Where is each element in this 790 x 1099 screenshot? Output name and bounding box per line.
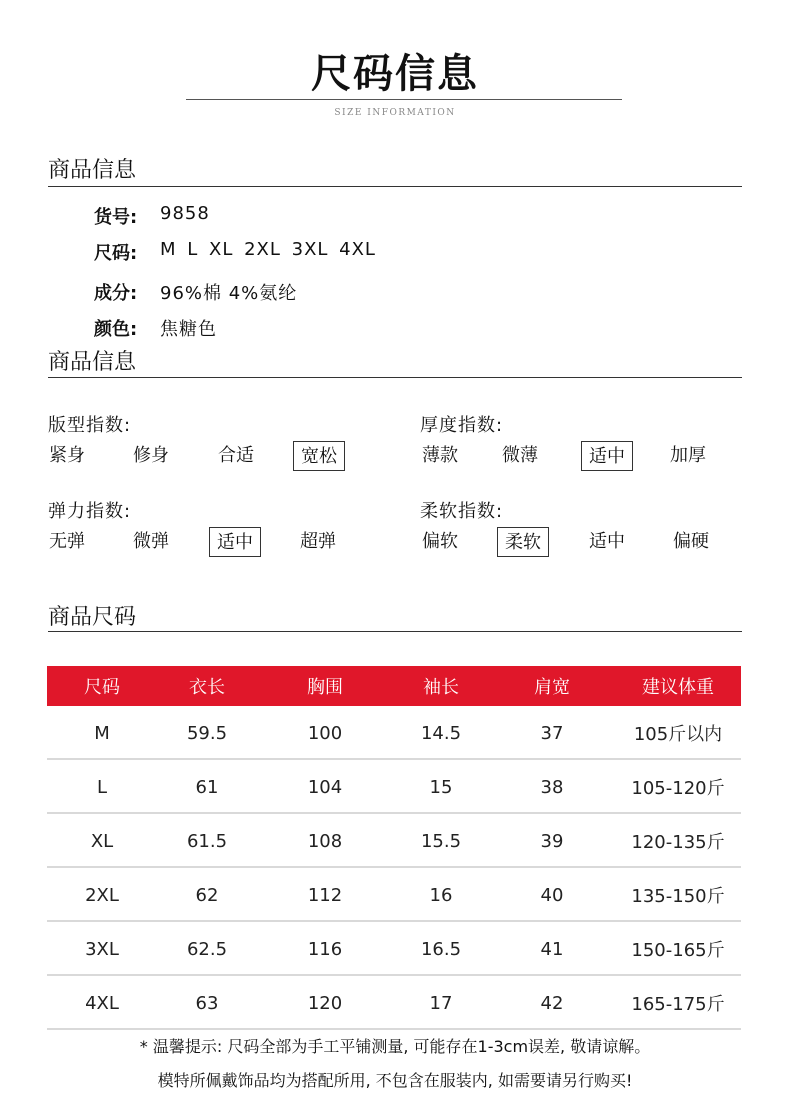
size-table xyxy=(47,666,741,1030)
table-row xyxy=(47,978,741,1030)
composition-value: 96%棉 4%氨纶 xyxy=(160,283,298,304)
table-cell: 61.5 xyxy=(186,830,228,852)
page-title: 尺码信息 xyxy=(311,51,479,97)
table-row xyxy=(47,870,741,922)
table-cell: 62.5 xyxy=(186,938,228,960)
table-cell: 62 xyxy=(195,884,219,906)
table-cell: 2XL xyxy=(85,884,119,906)
color-value: 焦糖色 xyxy=(160,319,217,340)
table-cell: 105-120斤 xyxy=(631,778,725,799)
elasticity-index-label: 弹力指数: xyxy=(48,501,132,522)
table-cell: 4XL xyxy=(85,992,119,1014)
fit-option: 紧身 xyxy=(49,445,85,466)
table-cell: 105斤以内 xyxy=(633,724,723,745)
thickness-option: 薄款 xyxy=(422,445,458,466)
thickness-index-label: 厚度指数: xyxy=(420,415,504,436)
fit-option-selected: 宽松 xyxy=(293,441,345,471)
softness-option: 适中 xyxy=(589,531,625,552)
table-cell: 16 xyxy=(429,884,453,906)
sizes-label: 尺码: xyxy=(94,243,138,264)
table-row xyxy=(47,924,741,976)
thickness-option: 微薄 xyxy=(502,445,538,466)
elasticity-option-selected: 适中 xyxy=(209,527,261,557)
table-cell: 37 xyxy=(540,722,564,744)
column-header-weight: 建议体重 xyxy=(642,677,714,698)
color-label: 颜色: xyxy=(94,319,138,340)
item-number-label: 货号: xyxy=(94,207,138,228)
size-table-header xyxy=(47,666,741,706)
column-header-length: 衣长 xyxy=(189,677,225,698)
fit-index-label: 版型指数: xyxy=(48,415,132,436)
sizes-value: M L XL 2XL 3XL 4XL xyxy=(160,239,376,260)
table-cell: 150-165斤 xyxy=(631,940,725,961)
thickness-option-selected: 适中 xyxy=(581,441,633,471)
measurement-note: * 温馨提示: 尺码全部为手工平铺测量, 可能存在1-3cm误差, 敬请谅解。 xyxy=(139,1037,651,1056)
table-cell: 59.5 xyxy=(186,722,228,744)
table-cell: 16.5 xyxy=(420,938,462,960)
indices-title: 商品信息 xyxy=(48,350,137,375)
table-cell: XL xyxy=(90,830,114,852)
table-cell: 39 xyxy=(540,830,564,852)
table-cell: 100 xyxy=(307,722,343,744)
elasticity-option: 微弹 xyxy=(133,531,169,552)
table-cell: 63 xyxy=(195,992,219,1014)
table-cell: 120-135斤 xyxy=(631,832,725,853)
table-cell: 14.5 xyxy=(420,722,462,744)
table-cell: 15.5 xyxy=(420,830,462,852)
product-info-divider xyxy=(48,186,742,187)
table-cell: 120 xyxy=(307,992,343,1014)
table-cell: 40 xyxy=(540,884,564,906)
size-table-title: 商品尺码 xyxy=(48,605,137,630)
table-cell: M xyxy=(94,722,110,744)
elasticity-option: 无弹 xyxy=(49,531,85,552)
table-cell: 61 xyxy=(195,776,219,798)
indices-divider xyxy=(48,377,742,378)
table-cell: 3XL xyxy=(85,938,119,960)
table-cell: 116 xyxy=(307,938,343,960)
column-header-chest: 胸围 xyxy=(307,677,343,698)
softness-index-label: 柔软指数: xyxy=(420,501,504,522)
elasticity-option: 超弹 xyxy=(300,531,336,552)
table-cell: 38 xyxy=(540,776,564,798)
table-cell: 165-175斤 xyxy=(631,994,725,1015)
column-header-sleeve: 袖长 xyxy=(423,677,459,698)
table-cell: 104 xyxy=(307,776,343,798)
table-cell: 41 xyxy=(540,938,564,960)
table-row xyxy=(47,708,741,760)
page-subtitle: SIZE INFORMATION xyxy=(334,108,456,118)
table-cell: L xyxy=(96,776,108,798)
table-cell: 42 xyxy=(540,992,564,1014)
table-cell: 108 xyxy=(307,830,343,852)
table-cell: 15 xyxy=(429,776,453,798)
title-divider xyxy=(186,99,622,100)
fit-option: 修身 xyxy=(133,445,169,466)
column-header-size: 尺码 xyxy=(84,677,120,698)
softness-option-selected: 柔软 xyxy=(497,527,549,557)
product-info-title: 商品信息 xyxy=(48,158,137,183)
softness-option: 偏硬 xyxy=(673,531,709,552)
accessory-note: 模特所佩戴饰品均为搭配所用, 不包含在服装内, 如需要请另行购买! xyxy=(157,1071,633,1090)
thickness-option: 加厚 xyxy=(670,445,706,466)
table-row xyxy=(47,816,741,868)
table-row xyxy=(47,762,741,814)
column-header-shoulder: 肩宽 xyxy=(534,677,570,698)
table-cell: 17 xyxy=(429,992,453,1014)
table-cell: 135-150斤 xyxy=(631,886,725,907)
composition-label: 成分: xyxy=(94,283,138,304)
softness-option: 偏软 xyxy=(422,531,458,552)
size-table-divider xyxy=(48,631,742,632)
item-number-value: 9858 xyxy=(160,203,210,224)
fit-option: 合适 xyxy=(218,445,254,466)
table-cell: 112 xyxy=(307,884,343,906)
